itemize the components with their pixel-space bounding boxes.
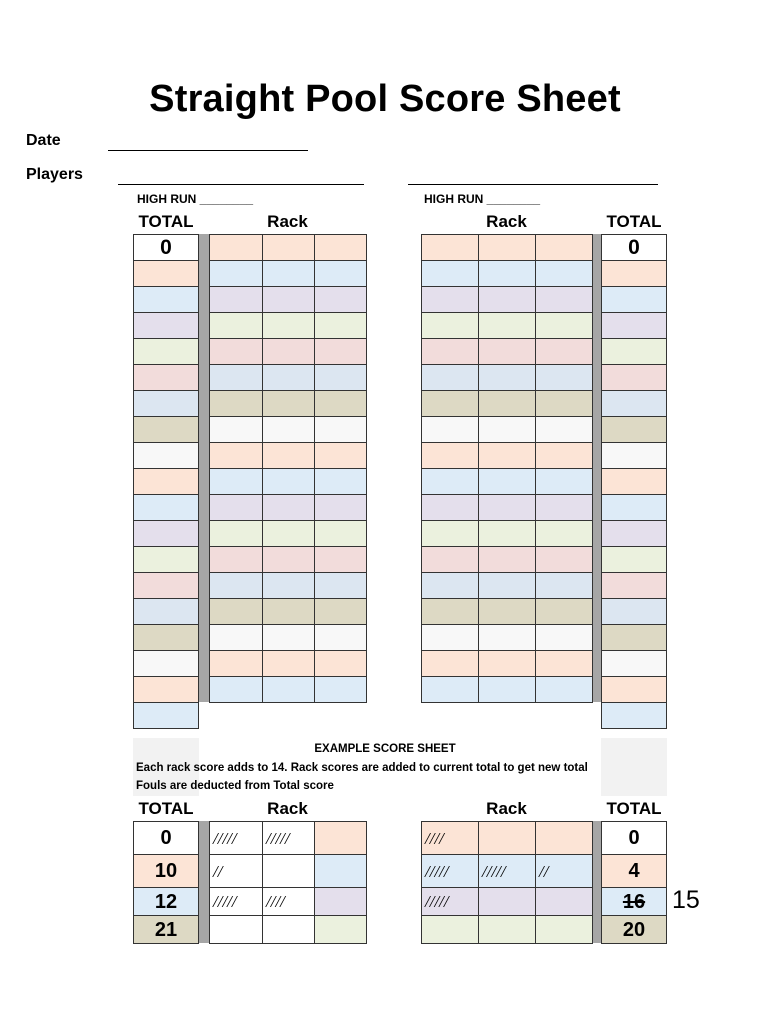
example-total-right[interactable]: [601, 887, 667, 916]
example-rack-right[interactable]: [421, 915, 479, 944]
total-cell-left[interactable]: [133, 312, 199, 339]
total-cell-left[interactable]: [133, 364, 199, 391]
example-total-right-value: 20: [622, 919, 646, 941]
rack-cell-left[interactable]: [262, 598, 315, 625]
total-cell-left[interactable]: [133, 520, 199, 547]
rack-cell-right[interactable]: [421, 286, 479, 313]
total-cell-right[interactable]: [601, 312, 667, 339]
total-cell-left[interactable]: [133, 624, 199, 651]
rack-cell-right[interactable]: [478, 338, 536, 365]
total-cell-right[interactable]: [601, 416, 667, 443]
rack-cell-right[interactable]: [535, 546, 593, 573]
rack-cell-right[interactable]: [478, 572, 536, 599]
example-rack-right[interactable]: [421, 854, 479, 888]
example-rack-right[interactable]: [478, 821, 536, 855]
rack-cell-right[interactable]: [535, 312, 593, 339]
rack-cell-right[interactable]: [478, 624, 536, 651]
tally-mark: //: [539, 861, 549, 881]
rack-cell-left[interactable]: [262, 676, 315, 703]
rack-cell-right[interactable]: [478, 676, 536, 703]
example-total-right[interactable]: [601, 821, 667, 855]
example-rack-right[interactable]: [535, 887, 593, 916]
high-run-left: HIGH RUN ________: [137, 192, 254, 206]
total-cell-left[interactable]: [133, 572, 199, 599]
example-total-left-value: 0: [160, 827, 172, 849]
rack-cell-right[interactable]: [535, 520, 593, 547]
rack-cell-right[interactable]: [535, 624, 593, 651]
total-cell-right[interactable]: [601, 624, 667, 651]
example-total-left-value: 10: [154, 860, 178, 882]
rack-cell-left[interactable]: [314, 312, 367, 339]
rack-cell-right[interactable]: [478, 468, 536, 495]
tally-mark: /////: [425, 861, 449, 881]
example-rack-right[interactable]: [421, 887, 479, 916]
rack-cell-left[interactable]: [209, 676, 263, 703]
total-cell-right[interactable]: [601, 338, 667, 365]
rack-cell-right[interactable]: [478, 234, 536, 261]
example-total-right-value: 16: [622, 891, 646, 913]
rack-cell-left[interactable]: [209, 468, 263, 495]
rack-cell-right[interactable]: [535, 286, 593, 313]
rack-cell-left[interactable]: [314, 390, 367, 417]
tally-mark: /////: [213, 828, 237, 848]
rack-cell-left[interactable]: [314, 520, 367, 547]
rack-cell-left[interactable]: [209, 494, 263, 521]
rack-cell-left[interactable]: [314, 468, 367, 495]
total-cell-right[interactable]: [601, 676, 667, 703]
players-label: Players: [26, 166, 83, 183]
rack-cell-left[interactable]: [209, 572, 263, 599]
rack-cell-left[interactable]: [262, 572, 315, 599]
example-total-header-right: TOTAL: [606, 799, 662, 818]
divider-left: [199, 234, 209, 702]
example-rack-left[interactable]: [262, 887, 315, 916]
rack-cell-right[interactable]: [478, 442, 536, 469]
player1-line[interactable]: [118, 184, 364, 185]
tally-mark: ////: [425, 828, 444, 848]
rack-cell-right[interactable]: [421, 546, 479, 573]
example-rack-left[interactable]: [314, 821, 367, 855]
rack-cell-left[interactable]: [209, 260, 263, 287]
total-cell-right[interactable]: [601, 364, 667, 391]
example-total-left[interactable]: [133, 854, 199, 888]
total-cell-left[interactable]: [133, 234, 199, 261]
rack-cell-right[interactable]: [421, 260, 479, 287]
total-cell-right[interactable]: [601, 494, 667, 521]
rack-cell-right[interactable]: [535, 390, 593, 417]
total-cell-left[interactable]: [133, 442, 199, 469]
rack-cell-right[interactable]: [421, 312, 479, 339]
rack-cell-right[interactable]: [421, 468, 479, 495]
total-header-left: TOTAL: [138, 212, 194, 231]
corrected-total: 15: [672, 886, 700, 914]
rack-cell-left[interactable]: [314, 364, 367, 391]
rack-cell-left[interactable]: [314, 338, 367, 365]
rack-cell-left[interactable]: [262, 494, 315, 521]
total-cell-right[interactable]: [601, 234, 667, 261]
total-cell-right[interactable]: [601, 390, 667, 417]
rack-cell-right[interactable]: [478, 650, 536, 677]
example-line1: Each rack score adds to 14. Rack scores are added to current total to get new total: [136, 762, 588, 774]
example-rack-right[interactable]: [535, 915, 593, 944]
rack-cell-left[interactable]: [209, 390, 263, 417]
tally-mark: //: [213, 861, 223, 881]
high-run-right: HIGH RUN ________: [424, 192, 541, 206]
rack-cell-right[interactable]: [421, 598, 479, 625]
rack-cell-right[interactable]: [421, 650, 479, 677]
page-title: Straight Pool Score Sheet: [149, 78, 621, 120]
rack-cell-left[interactable]: [314, 260, 367, 287]
total-cell-left[interactable]: [133, 390, 199, 417]
example-title: EXAMPLE SCORE SHEET: [314, 743, 456, 755]
rack-cell-right[interactable]: [421, 494, 479, 521]
rack-cell-left[interactable]: [262, 650, 315, 677]
rack-cell-left[interactable]: [262, 468, 315, 495]
total-header-right: TOTAL: [606, 212, 662, 231]
rack-cell-left[interactable]: [314, 416, 367, 443]
rack-cell-right[interactable]: [478, 520, 536, 547]
rack-header-right: Rack: [486, 212, 527, 231]
example-total-right[interactable]: [601, 915, 667, 944]
rack-cell-left[interactable]: [314, 598, 367, 625]
total-cell-right[interactable]: [601, 442, 667, 469]
rack-cell-left[interactable]: [262, 260, 315, 287]
example-rack-left[interactable]: [262, 854, 315, 888]
rack-cell-right[interactable]: [535, 572, 593, 599]
example-total-left-value: 21: [154, 919, 178, 941]
rack-cell-right[interactable]: [421, 442, 479, 469]
example-total-left[interactable]: [133, 821, 199, 855]
rack-cell-right[interactable]: [421, 676, 479, 703]
rack-cell-right[interactable]: [478, 390, 536, 417]
example-rack-left[interactable]: [209, 915, 263, 944]
example-rack-right[interactable]: [535, 854, 593, 888]
total-cell-right[interactable]: [601, 546, 667, 573]
example-divider-left: [199, 821, 209, 943]
example-total-right-value: 0: [628, 827, 640, 849]
total-cell-right[interactable]: [601, 520, 667, 547]
tally-mark: /////: [266, 828, 290, 848]
rack-cell-right[interactable]: [421, 520, 479, 547]
rack-cell-left[interactable]: [262, 416, 315, 443]
rack-cell-left[interactable]: [209, 598, 263, 625]
rack-cell-left[interactable]: [209, 364, 263, 391]
rack-cell-left[interactable]: [314, 650, 367, 677]
example-total-left[interactable]: [133, 915, 199, 944]
total-cell-left[interactable]: [133, 494, 199, 521]
rack-cell-right[interactable]: [421, 572, 479, 599]
rack-cell-right[interactable]: [535, 650, 593, 677]
rack-cell-left[interactable]: [314, 546, 367, 573]
rack-cell-right[interactable]: [421, 364, 479, 391]
rack-cell-right[interactable]: [478, 260, 536, 287]
rack-cell-left[interactable]: [262, 364, 315, 391]
rack-cell-left[interactable]: [209, 650, 263, 677]
rack-cell-left[interactable]: [314, 286, 367, 313]
rack-cell-right[interactable]: [478, 546, 536, 573]
rack-cell-right[interactable]: [478, 416, 536, 443]
tally-mark: ////: [266, 892, 285, 911]
rack-cell-right[interactable]: [535, 468, 593, 495]
rack-cell-right[interactable]: [421, 338, 479, 365]
rack-cell-left[interactable]: [209, 546, 263, 573]
rack-cell-left[interactable]: [314, 494, 367, 521]
rack-cell-left[interactable]: [262, 520, 315, 547]
example-rack-right[interactable]: [478, 854, 536, 888]
total-cell-left[interactable]: [133, 676, 199, 703]
start-total-left: 0: [160, 236, 172, 259]
rack-cell-right[interactable]: [478, 364, 536, 391]
example-divider-right: [592, 821, 601, 943]
example-total-header-left: TOTAL: [138, 799, 194, 818]
example-rack-right[interactable]: [421, 821, 479, 855]
rack-cell-right[interactable]: [535, 338, 593, 365]
rack-cell-left[interactable]: [262, 546, 315, 573]
rack-cell-left[interactable]: [314, 676, 367, 703]
high-run-label-left: HIGH RUN: [137, 192, 197, 206]
example-rack-left[interactable]: [262, 915, 315, 944]
tally-mark: /////: [425, 892, 449, 911]
example-rack-left[interactable]: [314, 854, 367, 888]
rack-header-left: Rack: [267, 212, 308, 231]
rack-cell-left[interactable]: [262, 286, 315, 313]
total-cell-right[interactable]: [601, 468, 667, 495]
example-total-left[interactable]: [133, 887, 199, 916]
rack-cell-right[interactable]: [478, 598, 536, 625]
example-rack-left[interactable]: [209, 854, 263, 888]
total-cell-right[interactable]: [601, 260, 667, 287]
rack-cell-right[interactable]: [478, 286, 536, 313]
example-rack-right[interactable]: [478, 915, 536, 944]
rack-cell-left[interactable]: [314, 442, 367, 469]
example-rack-right[interactable]: [478, 887, 536, 916]
total-cell-left[interactable]: [133, 702, 199, 729]
example-rack-left[interactable]: [262, 821, 315, 855]
rack-cell-right[interactable]: [535, 234, 593, 261]
tally-mark: /////: [213, 892, 237, 911]
rack-cell-left[interactable]: [262, 390, 315, 417]
rack-cell-right[interactable]: [535, 416, 593, 443]
rack-cell-left[interactable]: [262, 624, 315, 651]
total-cell-left[interactable]: [133, 286, 199, 313]
example-rack-left[interactable]: [314, 887, 367, 916]
rack-cell-left[interactable]: [209, 520, 263, 547]
total-cell-right[interactable]: [601, 702, 667, 729]
date-label: Date: [26, 132, 61, 149]
total-cell-right[interactable]: [601, 286, 667, 313]
tally-mark: /////: [482, 861, 506, 881]
example-line2: Fouls are deducted from Total score: [136, 780, 334, 792]
rack-cell-right[interactable]: [535, 598, 593, 625]
total-cell-left[interactable]: [133, 650, 199, 677]
rack-cell-left[interactable]: [209, 338, 263, 365]
rack-cell-left[interactable]: [314, 572, 367, 599]
rack-cell-right[interactable]: [535, 676, 593, 703]
example-rack-left[interactable]: [314, 915, 367, 944]
rack-cell-left[interactable]: [209, 416, 263, 443]
rack-cell-left[interactable]: [209, 624, 263, 651]
total-cell-left[interactable]: [133, 338, 199, 365]
rack-cell-right[interactable]: [535, 442, 593, 469]
total-cell-left[interactable]: [133, 468, 199, 495]
example-total-left-value: 12: [154, 891, 178, 913]
total-cell-right[interactable]: [601, 572, 667, 599]
example-rack-left[interactable]: [209, 887, 263, 916]
example-rack-header-right: Rack: [486, 799, 527, 818]
rack-cell-left[interactable]: [262, 338, 315, 365]
player2-line[interactable]: [408, 184, 658, 185]
rack-cell-left[interactable]: [209, 312, 263, 339]
rack-cell-left[interactable]: [209, 442, 263, 469]
rack-cell-right[interactable]: [421, 234, 479, 261]
total-cell-right[interactable]: [601, 650, 667, 677]
rack-cell-left[interactable]: [314, 624, 367, 651]
rack-cell-right[interactable]: [421, 416, 479, 443]
example-rack-right[interactable]: [535, 821, 593, 855]
rack-cell-right[interactable]: [535, 260, 593, 287]
total-cell-left[interactable]: [133, 598, 199, 625]
rack-cell-left[interactable]: [209, 286, 263, 313]
rack-cell-left[interactable]: [262, 234, 315, 261]
rack-cell-right[interactable]: [535, 364, 593, 391]
total-cell-left[interactable]: [133, 416, 199, 443]
rack-cell-left[interactable]: [262, 312, 315, 339]
rack-cell-left[interactable]: [209, 234, 263, 261]
total-cell-left[interactable]: [133, 260, 199, 287]
example-rack-left[interactable]: [209, 821, 263, 855]
rack-cell-right[interactable]: [478, 312, 536, 339]
rack-cell-left[interactable]: [262, 442, 315, 469]
example-total-right[interactable]: [601, 854, 667, 888]
total-cell-right[interactable]: [601, 598, 667, 625]
rack-cell-right[interactable]: [421, 624, 479, 651]
rack-cell-left[interactable]: [314, 234, 367, 261]
rack-cell-right[interactable]: [478, 494, 536, 521]
rack-cell-right[interactable]: [421, 390, 479, 417]
high-run-label-right: HIGH RUN: [424, 192, 484, 206]
total-cell-left[interactable]: [133, 546, 199, 573]
example-rack-header-left: Rack: [267, 799, 308, 818]
date-line[interactable]: [108, 150, 308, 151]
start-total-right: 0: [628, 236, 640, 259]
rack-cell-right[interactable]: [535, 494, 593, 521]
divider-right: [592, 234, 601, 702]
example-total-right-value: 4: [628, 860, 640, 882]
